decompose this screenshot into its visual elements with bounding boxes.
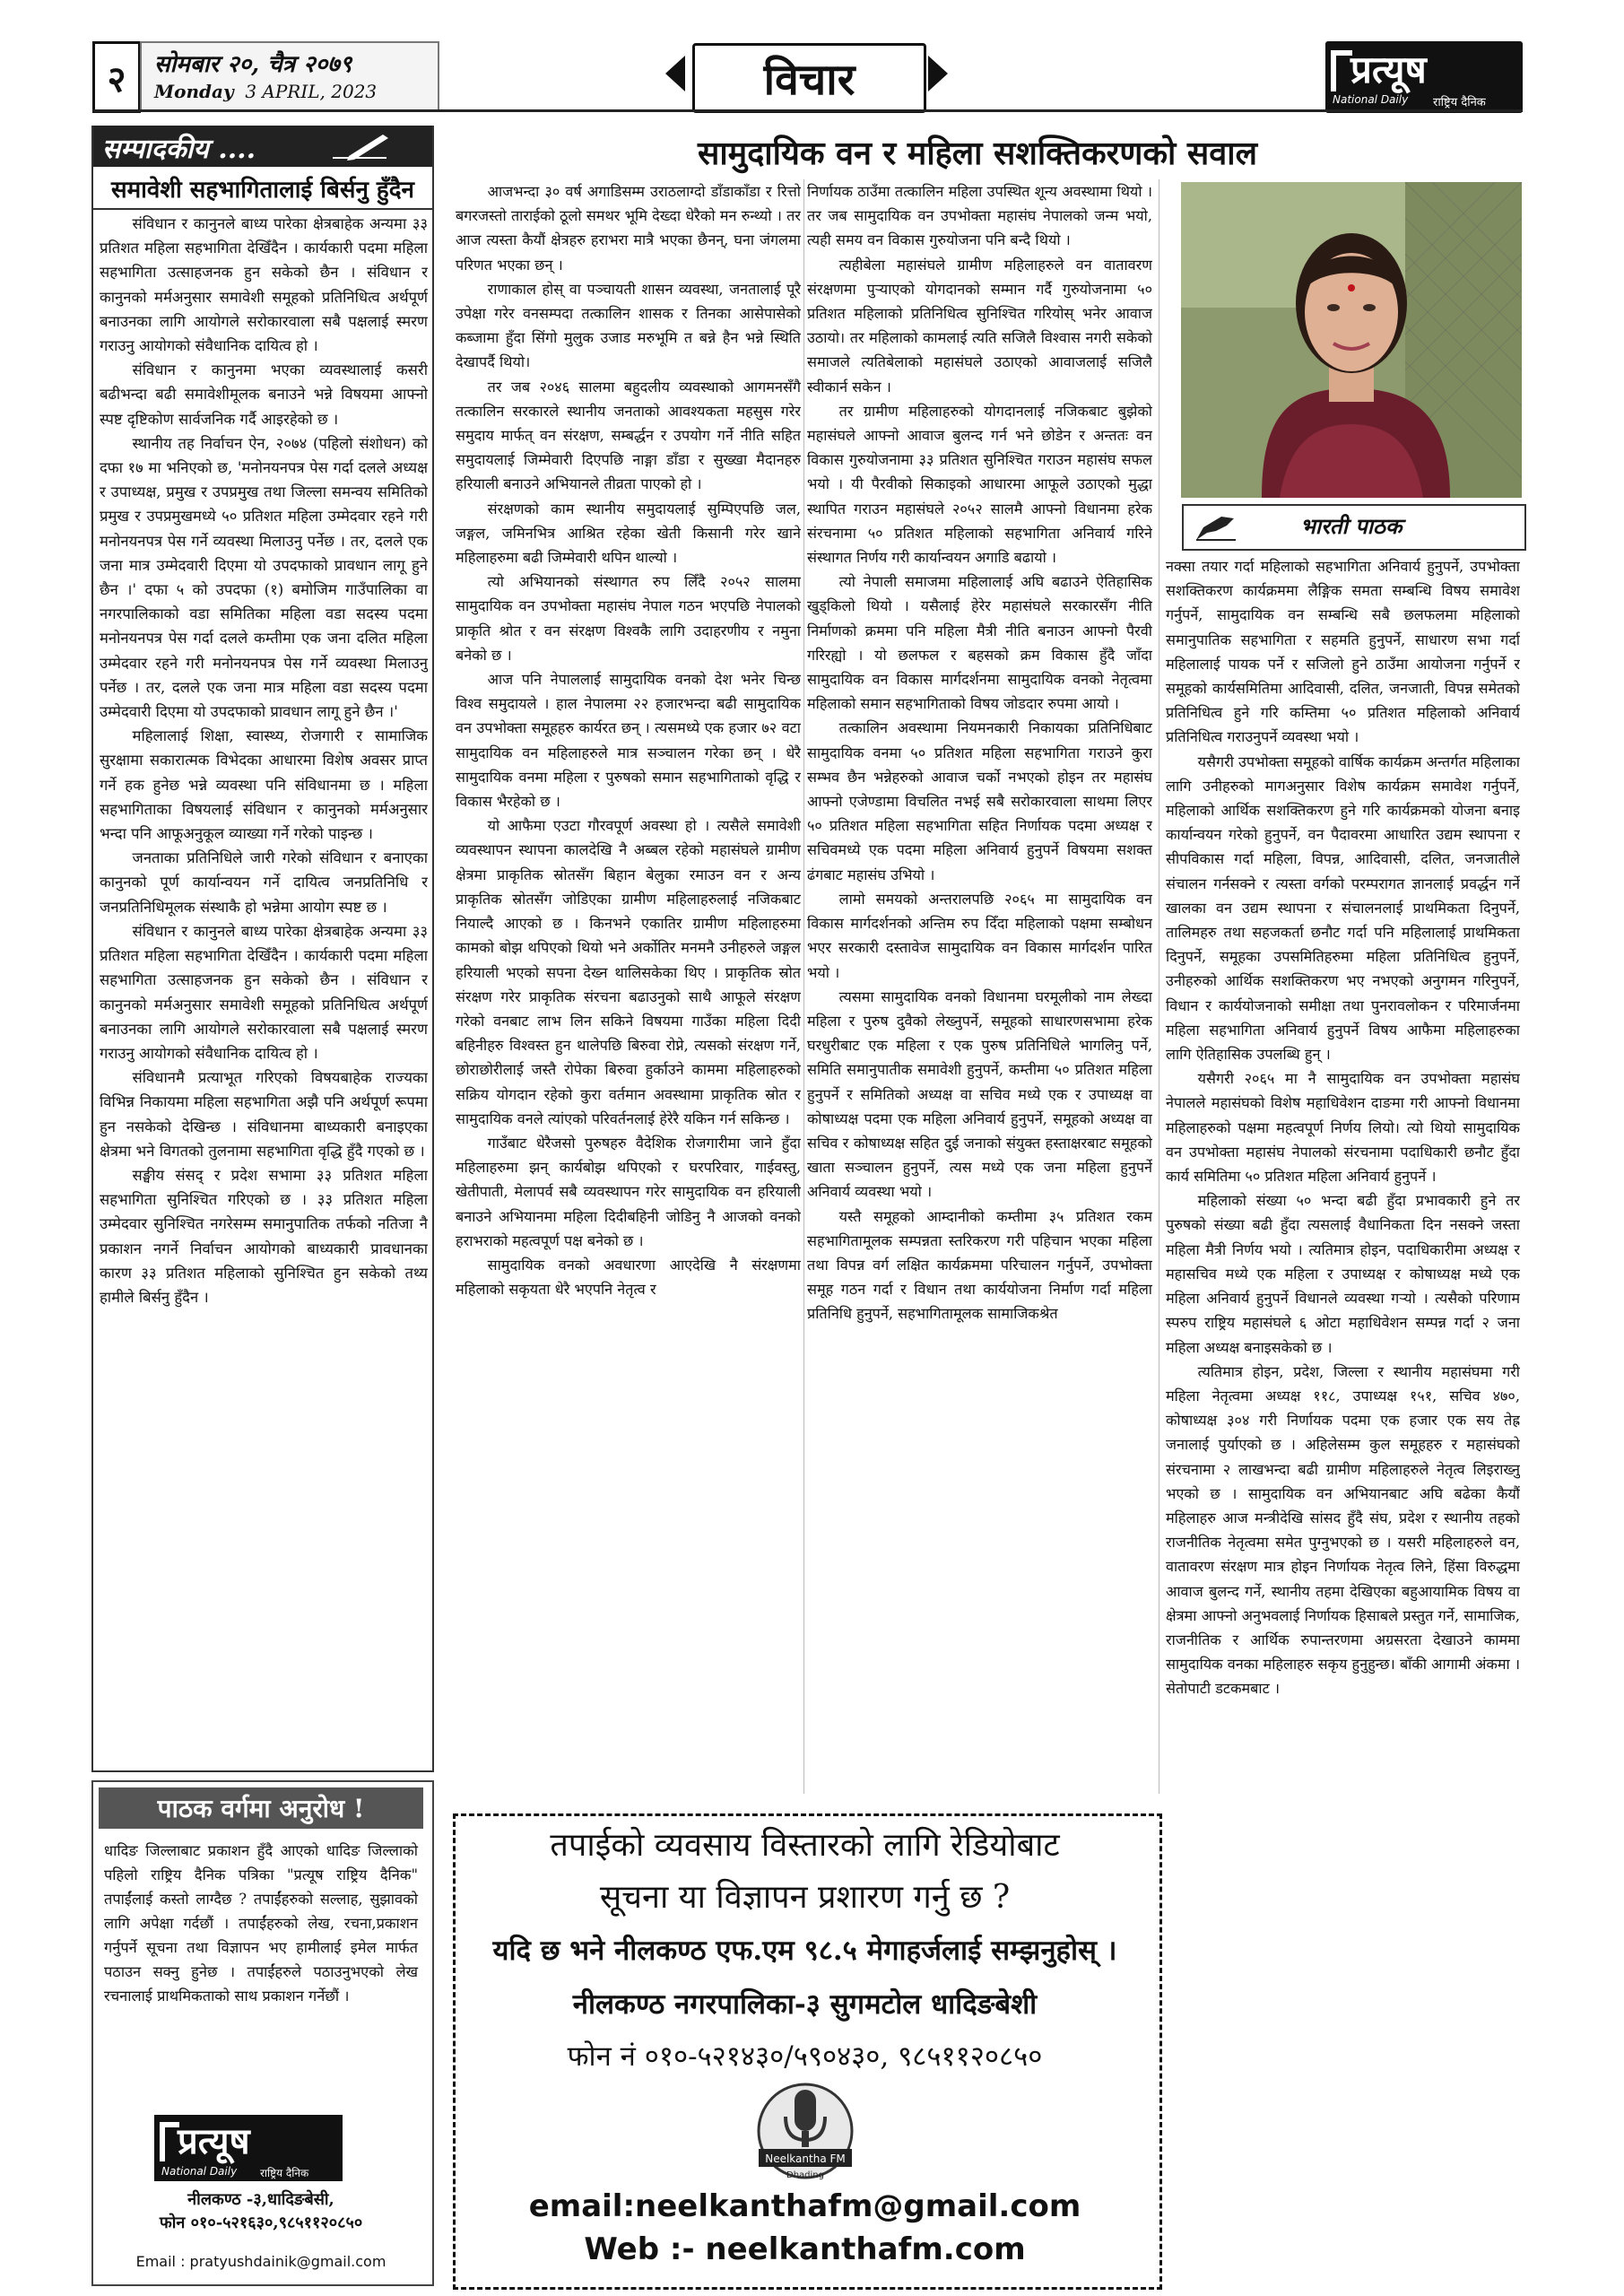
- reader-address: नीलकण्ठ -३,धादिङबेसी,: [187, 2190, 334, 2209]
- article-paragraph: तत्कालिन अवस्थामा नियमनकारी निकायका प्रतिनिधिबाट सामुदायिक वनमा ५० प्रतिशत महिला सहभागिता गराउने कुरा सम्भव छैन भन्नेहरुको आवाज चर्को नभएको होइन तर महासंघ आफ्नो एजेण्डामा विचलित नभई सबै सरोकारवाला साथमा लिएर ५० प्रतिशत महिला सहभागिता सहित निर्णायक पदमा अध्यक्ष र सचिवमध्ये एक पदमा महिला अनिवार्य हुनुपर्ने विषयमा सशक्त ढंगबाट महासंघ उभियो ।: [807, 719, 1152, 883]
- editorial-title: समावेशी सहभागितालाई बिर्सनु हुँदैन: [93, 172, 432, 210]
- article-paragraph: गाउँबाट धेरैजसो पुरुषहरु वैदेशिक रोजगारीमा जाने हुँदा महिलाहरुमा झन् कार्यबोझ थपिएको र घरपरिवार, गाईवस्तु, खेतीपाती, मेलापर्व सबै व्यवस्थापन गरेर सामुदायिक वन हरियाली बनाउने अभियानमा महिला दिदीबहिनी जोडिनु नै आजको वनको हराभराको महत्वपूर्ण पक्ष बनेको छ ।: [456, 1134, 801, 1249]
- editorial-banner-label: सम्पादकीय ....: [102, 134, 256, 165]
- article-paragraph: आज पनि नेपाललाई सामुदायिक वनको देश भनेर चिन्छ विश्व समुदायले । हाल नेपालमा २२ हजारभन्दा बढी सामुदायिक वन उपभोक्ता समूहहरु कार्यरत छन् । त्यसमध्ये एक हजार ७२ वटा सामुदायिक वन महिलाहरुले मात्र सञ्चालन गरेका छन् । धेरै सामुदायिक वनमा महिला र पुरुषको समान सहभागिताको वृद्धि र विकास भैरहेको छ ।: [456, 671, 801, 811]
- reader-logo-mark-icon: [160, 2122, 179, 2161]
- editorial-paragraph: संविधानमै प्रत्याभूत गरिएको विषयबाहेक राज्यका विभिन्न निकायमा महिला सहभागिता अझै पनि अर्थपूर्ण रूपमा हुन नसकेको देखिन्छ । संविधानमा बाध्यकारी बनाइएका क्षेत्रमा भने विगतको तुलनामा सहभागिता वृद्धि हुँदै गएको छ ।: [100, 1069, 428, 1160]
- editorial-paragraph: सङ्घीय संसद् र प्रदेश सभामा ३३ प्रतिशत महिला सहभागिता सुनिश्चित गरिएको छ । ३३ प्रतिशत महिला उम्मेदवार सुनिश्चित नगरेसम्म समानुपातिक तर्फको नतिजा नै प्रकाशन नगर्ने निर्वाचन आयोगको बाध्यकारी प्रावधानका कारण ३३ प्रतिशत महिलाको सुनिश्चित हुन सकेको तथ्य हामीले बिर्सनु हुँदैन ।: [100, 1166, 428, 1306]
- article-paragraph: त्यो अभियानको संस्थागत रुप लिँदै २०५२ सालमा सामुदायिक वन उपभोक्ता महासंघ नेपाल गठन भएपछि नेपालको प्राकृति श्रोत र वन संरक्षण विश्वकै लागि उदाहरणीय र नमुना बनेको छ ।: [456, 573, 801, 664]
- article-paragraph: संरक्षणको काम स्थानीय समुदायलाई सुम्पिएपछि जल, जङ्गल, जमिनभित्र आश्रित रहेका खेती किसानी गरेर खाने महिलाहरुमा बढी जिम्मेवारी थपिन थाल्यो ।: [456, 500, 801, 567]
- editorial-paragraph: स्थानीय तह निर्वाचन ऐन, २०७४ (पहिलो संशोधन) को दफा १७ मा भनिएको छ, 'मनोनयनपत्र पेस गर्दा दलले अध्यक्ष र उपाध्यक्ष, प्रमुख र उपप्रमुख तथा जिल्ला समन्वय समितिको प्रमुख र उपप्रमुखमध्ये ५० प्रतिशत महिला उम्मेदवार रहने गरी मनोनयनपत्र पेस गर्ने व्यवस्था मिलाउनु पर्नेछ । तर, दलले एक जना मात्र उम्मेदवारी दिएमा यो उपदफाको प्रावधान लागू हुने छैन ।' दफा ५ को उपदफा (१) बमोजिम गाउँपालिका वा नगरपालिकाको वडा समितिका महिला वडा सदस्य पदमा मनोनयनपत्र पेस गर्दा दलले कम्तीमा एक जना दलित महिला उम्मेदवार रहने गरी मनोनयनपत्र पेस गर्ने व्यवस्था मिलाउनु पर्नेछ । तर, दलले एक जना मात्र महिला वडा सदस्य पदमा उम्मेदवारी दिएमा यो उपदफाको प्रावधान लागू हुने छैन ।': [100, 434, 428, 721]
- article-column-3: [1166, 554, 1520, 2285]
- article-paragraph: यस्तै समूहको आम्दानीको कम्तीमा ३५ प्रतिशत रकम सहभागितामूलक सम्पन्नता स्तरिकरण गरी पहिचान भएका महिला तथा विपन्न वर्ग लक्षित कार्यक्रममा परिचालन गर्नुपर्ने, उपभोक्ता समूह गठन गर्दा र विधान तथा कार्ययोजना निर्माण गर्दा महिला प्रतिनिधि हुनुपर्ने, सहभागितामूलक सामाजिकश्रेत: [807, 1207, 1152, 1323]
- column-divider: [803, 179, 804, 1794]
- reader-request-text: धादिङ जिल्लाबाट प्रकाशन हुँदै आएको धादिङ जिल्लाको पहिलो राष्ट्रिय दैनिक पत्रिका "प्रत्यूष राष्ट्रिय दैनिक" तपाईंलाई कस्तो लाग्दैछ ? तपाईंहरुको सल्लाह, सुझावको लागि अपेक्षा गर्दछौं । तपाईंहरुको लेख, रचना,प्रकाशन गर्नुपर्ने सूचना तथा विज्ञापन भए हामीलाई इमेल मार्फत पठाउन सक्नु हुनेछ । तपाईंहरुले पठाउनुभएको लेख रचनालाई प्राथमिकताको साथ प्रकाशन गर्नेछौं ।: [104, 1842, 418, 2005]
- arrow-right-icon: [928, 56, 948, 91]
- article-paragraph: तर ग्रामीण महिलाहरुको योगदानलाई नजिकबाट बुझेको महासंघले आफ्नो आवाज बुलन्द गर्न भने छोडेन र अन्ततः वन विकास गुरुयोजनामा ३३ प्रतिशत सुनिश्चित गराउन महासंघ सफल भयो । यी पैरवीको सिकाइको आधारमा आफूले उठाएको मुद्धा स्थापित गराउन महासंघले २०५२ सालमै आफ्नो विधानमा हरेक संरचनामा ५० प्रतिशत महिलाको सहभागिता अनिवार्य गरिने संस्थागत निर्णय गरी कार्यान्वयन अगाडि बढायो ।: [807, 402, 1152, 567]
- radio-logo: [750, 2081, 861, 2183]
- article-paragraph: त्यतिमात्र होइन, प्रदेश, जिल्ला र स्थानीय महासंघमा गरी महिला नेतृत्वमा अध्यक्ष ११८, उपाध्यक्ष १५१, सचिव ४७०, कोषाध्यक्ष ३०४ गरी निर्णायक पदमा एक हजार एक सय तेह्र जनालाई पुर्याएको छ । अहिलेसम्म कुल समूहहरु र महासंघको संरचनामा २ लाखभन्दा बढी ग्रामीण महिलाहरुले नेतृत्व लिइराख्नु भएको छ । सामुदायिक वन अभियानबाट अघि बढेका कैयौं महिलाहरु आज मन्त्रीदेखि सांसद हुँदै संघ, प्रदेश र स्थानीय तहको राजनीतिक नेतृत्वमा समेत पुग्नुभएको छ । यसरी महिलाहरुले वन, वातावरण संरक्षण मात्र होइन निर्णायक नेतृत्व लिने, हिंसा विरुद्धमा आवाज बुलन्द गर्ने, स्थानीय तहमा देखिएका बहुआयामिक विषय वा क्षेत्रमा आफ्नो अनुभवलाई निर्णायक हिसाबले प्रस्तुत गर्ने, सामाजिक, राजनीतिक र आर्थिक रुपान्तरणमा अग्रसरता देखाउने काममा सामुदायिक वनका महिलाहरु सकृय हुनुहुन्छ। बाँकी आगामी अंकमा । सेतोपाटी डटकमबाट ।: [1166, 1362, 1520, 1698]
- editorial-banner: [93, 126, 432, 167]
- section-label: विचार: [692, 43, 926, 113]
- reader-phone: फोन ०१०-५२१६३०,९८५११२०८५०: [159, 2213, 363, 2232]
- author-photo: [1181, 182, 1522, 498]
- date-nepali: सोमबार २०, चैत्र २०७९: [154, 51, 352, 78]
- ad-email[interactable]: email:neelkanthafm@gmail.com: [528, 2188, 1081, 2224]
- masthead-name: प्रत्यूष: [1350, 48, 1427, 91]
- editorial-paragraph: जनताका प्रतिनिधिले जारी गरेको संविधान र बनाएका कानुनको पूर्ण कार्यान्वयन गर्ने दायित्व जनप्रतिनिधि र जनप्रतिनिधिमूलक संस्थाकै हो भन्नेमा आयोग स्पष्ट छ ।: [100, 849, 428, 916]
- article-paragraph: तर जब २०४६ सालमा बहुदलीय व्यवस्थाको आगमनसँगै तत्कालिन सरकारले स्थानीय जनताको आवश्यकता महसुस गरेर समुदाय मार्फत् वन संरक्षण, सम्बर्द्धन र उपयोग गर्ने नीति सहित समुदायलाई जिम्मेवारी दिएपछि नाङ्गा डाँडा र सुख्खा मैदानहरु हरियाली बनाउने अभियानले तीव्रता पाएको हो ।: [456, 378, 801, 493]
- reader-logo-name: प्रत्यूष: [178, 2120, 250, 2162]
- editorial-paragraph: संविधान र कानुनले बाध्य पारेका क्षेत्रबाहेक अन्यमा ३३ प्रतिशत महिला सहभागिता देखिँदैन । कार्यकारी पदमा महिला सहभागिता उत्साहजनक हुन सकेको छैन । संविधान र कानुनको मर्मअनुसार समावेशी समूहको प्रतिनिधित्व अर्थपूर्ण बनाउनका लागि आयोगले सरोकारवाला सबै पक्षलाई स्मरण गराउनु आयोगको संवैधानिक दायित्व हो ।: [100, 922, 428, 1062]
- reader-logo-tag-np: राष्ट्रिय दैनिक: [260, 2167, 309, 2179]
- masthead-mark-icon: [1331, 50, 1352, 91]
- article-paragraph: त्यसमा सामुदायिक वनको विधानमा घरमूलीको नाम लेख्दा महिला र पुरुष दुवैको लेख्नुपर्ने, समूहको साधारणसभामा हरेक घरधुरीबाट एक महिला र एक पुरुष प्रतिनिधिले भागलिनु पर्ने, समिति समानुपातीक समावेशी हुनुपर्ने, कम्तीमा ५० प्रतिशत महिला हुनुपर्ने र समितिको अध्यक्ष वा सचिव मध्ये एक र उपाध्यक्ष वा कोषाध्यक्ष पदमा एक महिला अनिवार्य हुनुपर्ने, समूहको अध्यक्ष वा सचिव र कोषाध्यक्ष सहित दुई जनाको संयुक्त हस्ताक्षरबाट समूहको खाता सञ्चालन हुनुपर्ने, त्यस मध्ये एक जना महिला हुनुपर्ने अनिवार्य व्यवस्था भयो ।: [807, 987, 1152, 1201]
- article-column-2: [807, 179, 1152, 1812]
- article-paragraph: निर्णायक ठाउँमा तत्कालिन महिला उपस्थित शून्य अवस्थामा थियो । तर जब सामुदायिक वन उपभोक्ता महासंघ नेपालको जन्म भयो, त्यही समय वन विकास गुरुयोजना पनि बन्दै थियो ।: [807, 183, 1152, 249]
- radio-logo-label: Neelkantha FM: [765, 2152, 846, 2165]
- editorial-paragraph: महिलालाई शिक्षा, स्वास्थ्य, रोजगारी र सामाजिक सुरक्षामा सकारात्मक विभेदका आधारमा विशेष अवसर प्राप्त गर्ने हक हुनेछ भन्ने व्यवस्था पनि संविधानमा छ । महिला सहभागिताका विषयलाई संविधान र कानुनको मर्मअनुसार भन्दा पनि आफूअनुकूल व्याख्या गर्ने गरेको पाइन्छ ।: [100, 727, 428, 843]
- editorial-paragraph: संविधान र कानुनमा भएका व्यवस्थालाई कसरी बढीभन्दा बढी समावेशीमूलक बनाउने भन्ने विषयमा आफ्नो स्पष्ट दृष्टिकोण सार्वजनिक गर्दै आइरहेको छ ।: [100, 361, 428, 428]
- reader-contact: [93, 2188, 429, 2235]
- article-paragraph: महिलाको संख्या ५० भन्दा बढी हुँदा प्रभावकारी हुने तर पुरुषको संख्या बढी हुँदा त्यसलाई वैधानिकता दिन नसक्ने जस्ता महिला मैत्री निर्णय भयो । त्यतिमात्र होइन, पदाधिकारीमा अध्यक्ष र महासचिव मध्ये एक महिला र उपाध्यक्ष र कोषाध्यक्ष मध्ये एक महिला अनिवार्य हुनुपर्ने विधानले व्यवस्था गऱ्यो । त्यसैको परिणाम स्परुप राष्ट्रिय महासंघले ६ ओटा महाधिवेशन सम्पन्न गर्दा २ जना महिला अध्यक्ष बनाइसकेको छ ।: [1166, 1192, 1520, 1356]
- page-number: २: [92, 41, 141, 113]
- reader-logo-tag-en: National Daily: [161, 2165, 238, 2178]
- reader-request-title: पाठक वर्गमा अनुरोध !: [99, 1787, 423, 1829]
- article-paragraph: त्यो नेपाली समाजमा महिलालाई अघि बढाउने ऐतिहासिक खुड्किलो थियो । यसैलाई हेरेर महासंघले सरकारसँग नीति निर्माणको क्रममा पनि महिला मैत्री नीति बनाउन आफ्नो पैरवी गरिरह्यो । यो छलफल र बहसको क्रम विकास हुँदै जाँदा सामुदायिक वन विकास मार्गदर्शनमा सामुदायिक वनको नेतृत्वमा महिलाको समान सहभागिताको विषय जोडदार रुपमा आयो ।: [807, 573, 1152, 713]
- article-paragraph: सामुदायिक वनको अवधारणा आएदेखि नै संरक्षणमा महिलाको सकृयता धेरै भएपनि नेतृत्व र: [456, 1256, 801, 1299]
- article-paragraph: आजभन्दा ३० वर्ष अगाडिसम्म उराठलाग्दो डाँडाकाँडा र रित्तो बगरजस्तो ताराईको ठूलो समथर भूमि देख्दा धेरैको मन रुन्थ्यो । तर आज त्यस्ता कैयौं क्षेत्रहरु हराभरा मात्रै भएका छैनन्, घना जंगलमा परिणत भएका छन् ।: [456, 183, 801, 274]
- article-title: सामुदायिक वन र महिला सशक्तिकरणको सवाल: [698, 135, 1257, 172]
- microphone-icon: [795, 2090, 816, 2131]
- header-rule: [92, 109, 1523, 112]
- article-paragraph: नक्सा तयार गर्दा महिलाको सहभागिता अनिवार्य हुनुपर्ने, उपभोक्ता सशक्तिकरण कार्यक्रममा लैङ्गिक समता सम्बन्धि विषय समावेश गर्नुपर्ने, सामुदायिक वन सम्बन्धि सबै छलफलमा महिलाको समानुपातिक सहभागिता र सहमति हुनुपर्ने, साधारण सभा गर्दा महिलालाई पायक पर्ने र सजिलो हुने ठाउँमा आयोजना गर्नुपर्ने र समूहको कार्यसमितिमा आदिवासी, दलित, जनजाती, विपन्न समेतको प्रतिनिधित्व हुने गरि कम्तिमा ५० प्रतिशत महिलाको अनिवार्य प्रतिनिधित्व गराउनुपर्ने व्यवस्था भयो ।: [1166, 558, 1520, 746]
- ad-address: नीलकण्ठ नगरपालिका-३ सुगमटोल धादिङबेशी: [572, 1988, 1038, 2021]
- ad-headline-2: सूचना या विज्ञापन प्रशारण गर्नु छ ?: [599, 1879, 1011, 1916]
- reader-masthead-logo: [154, 2115, 343, 2181]
- editorial-paragraph: संविधान र कानुनले बाध्य पारेका क्षेत्रबाहेक अन्यमा ३३ प्रतिशत महिला सहभागिता देखिँदैन । कार्यकारी पदमा महिला सहभागिता उत्साहजनक हुन सकेको छैन । संविधान र कानुनको मर्मअनुसार समावेशी समूहको प्रतिनिधित्व अर्थपूर्ण बनाउनका लागि आयोगले सरोकारवाला सबै पक्षलाई स्मरण गराउनु आयोगको संवैधानिक दायित्व हो ।: [100, 215, 428, 355]
- masthead-tag-np: राष्ट्रिय दैनिक: [1433, 96, 1486, 109]
- quill-icon: [1194, 511, 1238, 542]
- article-paragraph: यसैगरी उपभोक्ता समूहको वार्षिक कार्यक्रम अन्तर्गत महिलाका लागि उनीहरुको मागअनुसार विशेष कार्यक्रम समावेश गर्नुपर्ने, महिलाको आर्थिक सशक्तिकरण हुने गरि कार्यक्रमको योजना बनाइ कार्यान्वयन गरेको हुनुपर्ने, वन पैदावरमा आधारित उद्यम स्थापना र सीपविकास गर्दा महिला, विपन्न, आदिवासी, दलित, जनजातीले संचालन गर्नसक्ने र त्यस्ता वर्गको परम्परागत ज्ञानलाई प्रवर्द्धन गर्ने खालका वन उद्यम स्थापना र संचालनलाई प्राथमिकता दिनुपर्ने, तालिमहरु तथा सहजकर्ता छनौट गर्दा पनि महिलालाई प्राथमिकता दिनुपर्ने, समूहका उपसमितिहरुमा महिला प्रतिनिधित्व हुनुपर्ने, उनीहरुको आर्थिक सशक्तिकरण भए नभएको अनुगमन गरिनुपर्ने, विधान र कार्ययोजनाको समीक्षा तथा पुनरावलोकन र परिमार्जनमा महिला सहभागिता अनिवार्य हुनुपर्ने विषय आफैमा महिलाहरुका लागि ऐतिहासिक उपलब्धि हुन् ।: [1166, 752, 1520, 1064]
- date-box: [140, 41, 439, 111]
- date-english-day: Monday: [154, 81, 234, 102]
- article-paragraph: यसैगरी २०६५ मा नै सामुदायिक वन उपभोक्ता महासंघ नेपालले महासंघको विशेष महाधिवेशन दाङमा गरी आफ्नो विधानमा महिलाहरुको पक्षमा महत्वपूर्ण निर्णय लियो। त्यो थियो सामुदायिक वन उपभोक्ता महासंघ नेपालको संरचनामा पदाधिकारी छनौट हुँदा कार्य समितिमा ५० प्रतिशत महिला अनिवार्य हुनुपर्ने ।: [1166, 1070, 1520, 1186]
- ad-phone: फोन नं ०१०-५२१४३०/५९०४३०, ९८५११२०८५०: [567, 2040, 1043, 2073]
- article-column-1: [456, 179, 801, 1812]
- author-byline: [1182, 504, 1526, 551]
- ad-headline-1: तपाईको व्यवसाय विस्तारको लागि रेडियोबाट: [550, 1827, 1060, 1864]
- article-paragraph: त्यहीबेला महासंघले ग्रामीण महिलाहरुले वन वातावरण संरक्षणमा पुऱ्याएको योगदानको सम्मान गर्दै गुरुयोजनामा ५० प्रतिशत महिलाको प्रतिनिधित्व सुनिश्चित गरियोस् भनेर आवाज उठायो। तर महिलाको कामलाई त्यति सजिलै विश्वास नगरी सकेको समाजले त्यतिबेलाको महासंघले उठाएको आवाजलाई सजिलै स्वीकार्न सकेन ।: [807, 256, 1152, 396]
- date-english: [154, 81, 377, 102]
- editorial-body: [100, 212, 428, 1763]
- ad-website[interactable]: Web :- neelkanthafm.com: [584, 2231, 1026, 2267]
- article-paragraph: लामो समयको अन्तरालपछि २०६५ मा सामुदायिक वन विकास मार्गदर्शनको अन्तिम रुप दिँदा महिलाको पक्षमा सम्बोधन भएर सरकारी दस्तावेज सामुदायिक वन विकास मार्गदर्शन पारित भयो ।: [807, 890, 1152, 981]
- date-english-date: 3 APRIL, 2023: [245, 81, 378, 102]
- author-name: भारती पाठक: [1300, 513, 1403, 539]
- pen-icon: [331, 131, 394, 161]
- radio-logo-sub: Dhading: [786, 2170, 824, 2180]
- arrow-left-icon: [665, 56, 685, 91]
- article-paragraph: यो आफैमा एउटा गौरवपूर्ण अवस्था हो । त्यसैले समावेशी व्यवस्थापन स्थापना कालदेखि नै अब्बल रहेको महासंघले ग्रामीण क्षेत्रमा प्राकृतिक स्रोतसँग बिहान बेलुका रमाउन वन र अन्य प्राकृतिक स्रोतसँग जोडिएका ग्रामीण महिलाहरुलाई नजिकबाट नियाल्दै आएको छ । किनभने एकातिर ग्रामीण महिलाहरुमा कामको बोझ थपिएको थियो भने अर्कोतिर मनमनै उनीहरुले जङ्गल हरियाली भएको सपना देख्न थालिसकेका थिए । प्राकृतिक स्रोत संरक्षण गरेर प्राकृतिक संरचना बढाउनुको साथै आफूले संरक्षण गरेको वनबाट लाभ लिन सकिने विषयमा गाउँका महिला दिदी बहिनीहरु विश्वस्त हुन थालेपछि बिरुवा रोप्ने, त्यसको संरक्षण गर्ने, छोराछोरीलाई जस्तै रोपेका बिरुवा हुर्काउने काममा महिलाहरुको सक्रिय योगदान रहेको कुरा वर्तमान अवस्थामा प्राकृतिक स्रोत र सामुदायिक वनले त्यांएको परिवर्तनलाई हेरेरै यकिन गर्न सकिन्छ ।: [456, 817, 801, 1127]
- masthead-logo: [1325, 41, 1523, 113]
- reader-email: Email : pratyushdainik@gmail.com: [135, 2253, 386, 2270]
- ad-callout: यदि छ भने नीलकण्ठ एफ.एम ९८.५ मेगाहर्जलाई सम्झनुहोस् ।: [492, 1935, 1117, 1967]
- masthead-tag-en: National Daily: [1333, 93, 1409, 106]
- article-paragraph: राणाकाल होस् वा पञ्चायती शासन व्यवस्था, जनतालाई पूरै उपेक्षा गरेर वनसम्पदा तत्कालिन शासक र तिनका आसेपासेको कब्जामा हुँदा सिंगो मुलुक उजाड मरुभूमि त बन्ने हैन भन्ने स्थिति देखापर्दै थियो।: [456, 280, 801, 371]
